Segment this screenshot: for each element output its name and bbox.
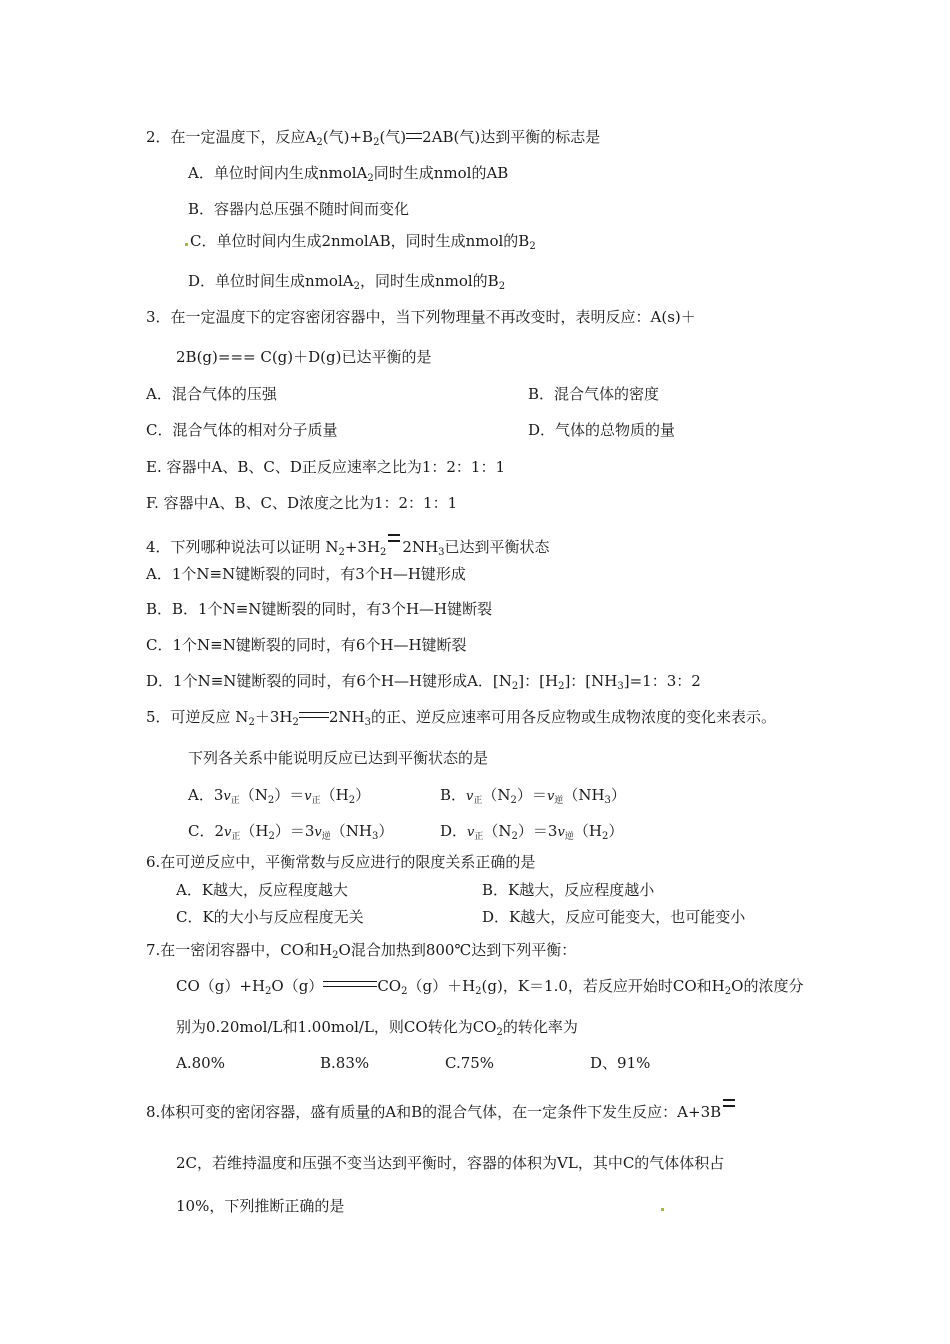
option-text: ）＝3 bbox=[517, 822, 558, 840]
equation-text: CO（g）+H bbox=[176, 977, 266, 995]
stray-mark-icon bbox=[661, 1208, 664, 1211]
q3-stem-text: 2B(g)=== C(g)＋D(g)已达平衡的是 bbox=[176, 348, 432, 366]
subscript: 3 bbox=[372, 831, 379, 842]
q4-stem-part: 已达到平衡状态 bbox=[444, 538, 550, 556]
option-text: C．单位时间内生成2nmolAB，同时生成nmol的B bbox=[190, 232, 530, 250]
q2-option-d bbox=[188, 271, 505, 297]
option-text: ，同时生成nmol的B bbox=[359, 272, 499, 290]
option-text: （H bbox=[320, 786, 349, 804]
subscript: 2 bbox=[496, 1027, 503, 1038]
q5-stem-part: 5．可逆反应 N bbox=[146, 708, 249, 726]
q5-stem bbox=[146, 707, 776, 733]
subscript: 2 bbox=[353, 281, 360, 292]
subscript: 2 bbox=[558, 681, 565, 692]
q3-stem-line2 bbox=[176, 347, 431, 367]
stray-mark-icon bbox=[185, 243, 188, 246]
q7-stem-part: 别为0.20mol/L和1.00mol/L，则CO转化为CO bbox=[176, 1018, 497, 1036]
q2-stem bbox=[146, 127, 600, 153]
q7-option-a: A.80% bbox=[176, 1054, 225, 1072]
subscript: 正 bbox=[473, 796, 483, 806]
option-text: B． bbox=[440, 786, 467, 804]
option-text: （N bbox=[482, 786, 511, 804]
subscript: 2 bbox=[510, 795, 517, 806]
q7-stem-part: 7.在一密闭容器中，CO和H bbox=[146, 941, 333, 959]
equilibrium-arrow-icon bbox=[299, 709, 329, 721]
equation-text: （g）＋H bbox=[407, 977, 476, 995]
velocity-symbol: v bbox=[466, 789, 474, 804]
subscript: 正 bbox=[311, 796, 321, 806]
q4-stem-part: 2NH bbox=[402, 538, 439, 556]
q6-option-d: D．K越大，反应可能变大，也可能变小 bbox=[482, 908, 746, 926]
option-text: ]=1：3：2 bbox=[623, 672, 701, 690]
subscript: 3 bbox=[438, 547, 445, 558]
q3-stem-text: 3．在一定温度下的定容密闭容器中，当下列物理量不再改变时，表明反应：A(s)＋ bbox=[146, 308, 696, 326]
q5-stem-part: 的正、逆反应速率可用各反应物或生成物浓度的变化来表示。 bbox=[370, 708, 776, 726]
option-text: （N bbox=[483, 822, 512, 840]
q7-stem bbox=[146, 940, 576, 966]
q8-stem-text: 8.体积可变的密闭容器，盛有质量的A和B的混合气体，在一定条件下发生反应：A+3B bbox=[146, 1103, 722, 1121]
q2-option-c bbox=[190, 231, 536, 257]
subscript: 2 bbox=[498, 281, 506, 292]
subscript: 正 bbox=[474, 832, 484, 842]
q7-equation bbox=[176, 976, 803, 1002]
velocity-symbol: v bbox=[557, 825, 565, 840]
q7-option-d: D、91% bbox=[590, 1054, 651, 1072]
velocity-symbol: v bbox=[304, 789, 312, 804]
option-text: ）＝3 bbox=[274, 822, 315, 840]
option-text: （H bbox=[573, 822, 602, 840]
q7-stem-line3 bbox=[176, 1017, 578, 1043]
option-text: ）＝ bbox=[274, 786, 305, 804]
option-text: ） bbox=[355, 786, 371, 804]
q2-option-a bbox=[188, 163, 508, 189]
equilibrium-arrow-icon bbox=[386, 530, 402, 548]
option-text: A．单位时间内生成nmolA bbox=[188, 164, 368, 182]
q6-option-b: B．K越大，反应程度越小 bbox=[482, 881, 655, 899]
q8-stem-line3: 10%，下列推断正确的是 bbox=[176, 1197, 345, 1215]
equation-text: O的浓度分 bbox=[731, 977, 804, 995]
equilibrium-arrow-icon bbox=[406, 131, 422, 141]
q4-stem-part: 4．下列哪种说法可以证明 N bbox=[146, 538, 339, 556]
q4-option-b: B．B．1个N≡N键断裂的同时，有3个H—H键断裂 bbox=[146, 600, 493, 618]
velocity-symbol: v bbox=[546, 789, 555, 804]
q2-option-b bbox=[188, 199, 409, 219]
q6-option-a: A．K越大，反应程度越大 bbox=[176, 881, 349, 899]
q5-option-d bbox=[440, 821, 623, 847]
q5-stem-line2: 下列各关系中能说明反应已达到平衡状态的是 bbox=[188, 749, 489, 767]
q2-stem-part: 2．在一定温度下，反应A bbox=[146, 128, 317, 146]
option-text: 同时生成nmol的AB bbox=[373, 164, 509, 182]
q6-stem: 6.在可逆反应中，平衡常数与反应进行的限度关系正确的是 bbox=[146, 853, 536, 871]
equilibrium-arrow-icon bbox=[323, 978, 377, 990]
velocity-symbol: v bbox=[467, 825, 475, 840]
q4-option-d bbox=[146, 671, 701, 697]
q7-option-b: B.83% bbox=[320, 1054, 370, 1072]
subscript: 2 bbox=[511, 681, 519, 692]
q5-option-c bbox=[188, 821, 393, 847]
option-text: D． bbox=[440, 822, 468, 840]
q2-stem-part: 2AB(气)达到平衡的标志是 bbox=[422, 128, 601, 146]
q5-option-a bbox=[188, 785, 370, 811]
subscript: 2 bbox=[373, 137, 380, 148]
option-text: ） bbox=[378, 822, 394, 840]
option-text: （NH bbox=[330, 822, 373, 840]
q5-stem-part: ＋3H bbox=[254, 708, 293, 726]
subscript: 逆 bbox=[554, 796, 564, 806]
subscript: 2 bbox=[529, 241, 536, 252]
subscript: 2 bbox=[338, 547, 345, 558]
subscript: 2 bbox=[601, 831, 609, 842]
subscript: 2 bbox=[267, 795, 275, 806]
subscript: 2 bbox=[348, 795, 356, 806]
q3-option-f: F. 容器中A、B、C、D浓度之比为1：2：1：1 bbox=[146, 494, 458, 512]
subscript: 2 bbox=[475, 986, 482, 997]
option-text: D．1个N≡N键断裂的同时，有6个H—H键形成A．[N bbox=[146, 672, 512, 690]
option-text: （H bbox=[240, 822, 269, 840]
q3-option-a: A．混合气体的压强 bbox=[146, 385, 277, 403]
option-text: ]：[NH bbox=[564, 672, 618, 690]
subscript: 2 bbox=[265, 986, 272, 997]
equilibrium-arrow-icon bbox=[721, 1095, 737, 1113]
q5-option-b bbox=[440, 785, 626, 811]
q4-option-c: C．1个N≡N键断裂的同时，有6个H—H键断裂 bbox=[146, 636, 467, 654]
option-text: D．单位时间生成nmolA bbox=[188, 272, 354, 290]
subscript: 2 bbox=[332, 950, 339, 961]
equation-text: CO bbox=[377, 977, 402, 995]
subscript: 正 bbox=[231, 832, 241, 842]
subscript: 2 bbox=[511, 831, 518, 842]
q6-option-c: C．K的大小与反应程度无关 bbox=[176, 908, 364, 926]
q7-stem-part: O混合加热到800℃达到下列平衡： bbox=[338, 941, 577, 959]
velocity-symbol: v bbox=[314, 825, 322, 840]
option-text: A．3 bbox=[188, 786, 224, 804]
equation-text: O（g） bbox=[271, 977, 324, 995]
q4-option-a: A．1个N≡N键断裂的同时，有3个H—H键形成 bbox=[146, 565, 466, 583]
option-text: ） bbox=[610, 786, 626, 804]
subscript: 逆 bbox=[321, 832, 331, 842]
q3-option-c: C．混合气体的相对分子质量 bbox=[146, 421, 338, 439]
subscript: 2 bbox=[268, 831, 275, 842]
q5-stem-part: 2NH bbox=[328, 708, 365, 726]
q8-stem-line2: 2C，若维持温度和压强不变当达到平衡时，容器的体积为VL，其中C的气体体积占 bbox=[176, 1154, 725, 1172]
equation-text: (g)，K＝1.0，若反应开始时CO和H bbox=[481, 977, 725, 995]
subscript: 2 bbox=[248, 717, 255, 728]
q7-stem-part: 的转化率为 bbox=[502, 1018, 578, 1036]
q4-stem-part: +3H bbox=[344, 538, 381, 556]
option-text: C．2 bbox=[188, 822, 225, 840]
q3-option-b: B．混合气体的密度 bbox=[528, 385, 660, 403]
subscript: 2 bbox=[292, 717, 299, 728]
subscript: 逆 bbox=[564, 832, 574, 842]
q7-option-c: C.75% bbox=[445, 1054, 495, 1072]
subscript: 2 bbox=[724, 986, 732, 997]
subscript: 3 bbox=[617, 681, 624, 692]
subscript: 2 bbox=[316, 137, 323, 148]
q3-option-e: E. 容器中A、B、C、D正反应速率之比为1：2：1：1 bbox=[146, 458, 506, 476]
option-text: ）＝ bbox=[516, 786, 547, 804]
subscript: 3 bbox=[604, 795, 611, 806]
q3-option-d: D．气体的总物质的量 bbox=[528, 421, 676, 439]
option-text: （N bbox=[239, 786, 268, 804]
subscript: 正 bbox=[230, 796, 240, 806]
q2-stem-part: (气)+B bbox=[322, 128, 374, 146]
q8-stem-line1 bbox=[146, 1095, 737, 1122]
option-text: ]：[H bbox=[518, 672, 559, 690]
option-text: （NH bbox=[563, 786, 605, 804]
velocity-symbol: v bbox=[223, 789, 231, 804]
velocity-symbol: v bbox=[224, 825, 232, 840]
q2-stem-part: (气) bbox=[379, 128, 407, 146]
subscript: 2 bbox=[380, 547, 387, 558]
q4-stem bbox=[146, 530, 550, 563]
option-text: ） bbox=[608, 822, 624, 840]
option-text: B．容器内总压强不随时间而变化 bbox=[188, 200, 410, 218]
q3-stem-line1 bbox=[146, 307, 696, 327]
subscript: 3 bbox=[364, 717, 371, 728]
subscript: 2 bbox=[401, 986, 408, 997]
subscript: 2 bbox=[367, 173, 374, 184]
